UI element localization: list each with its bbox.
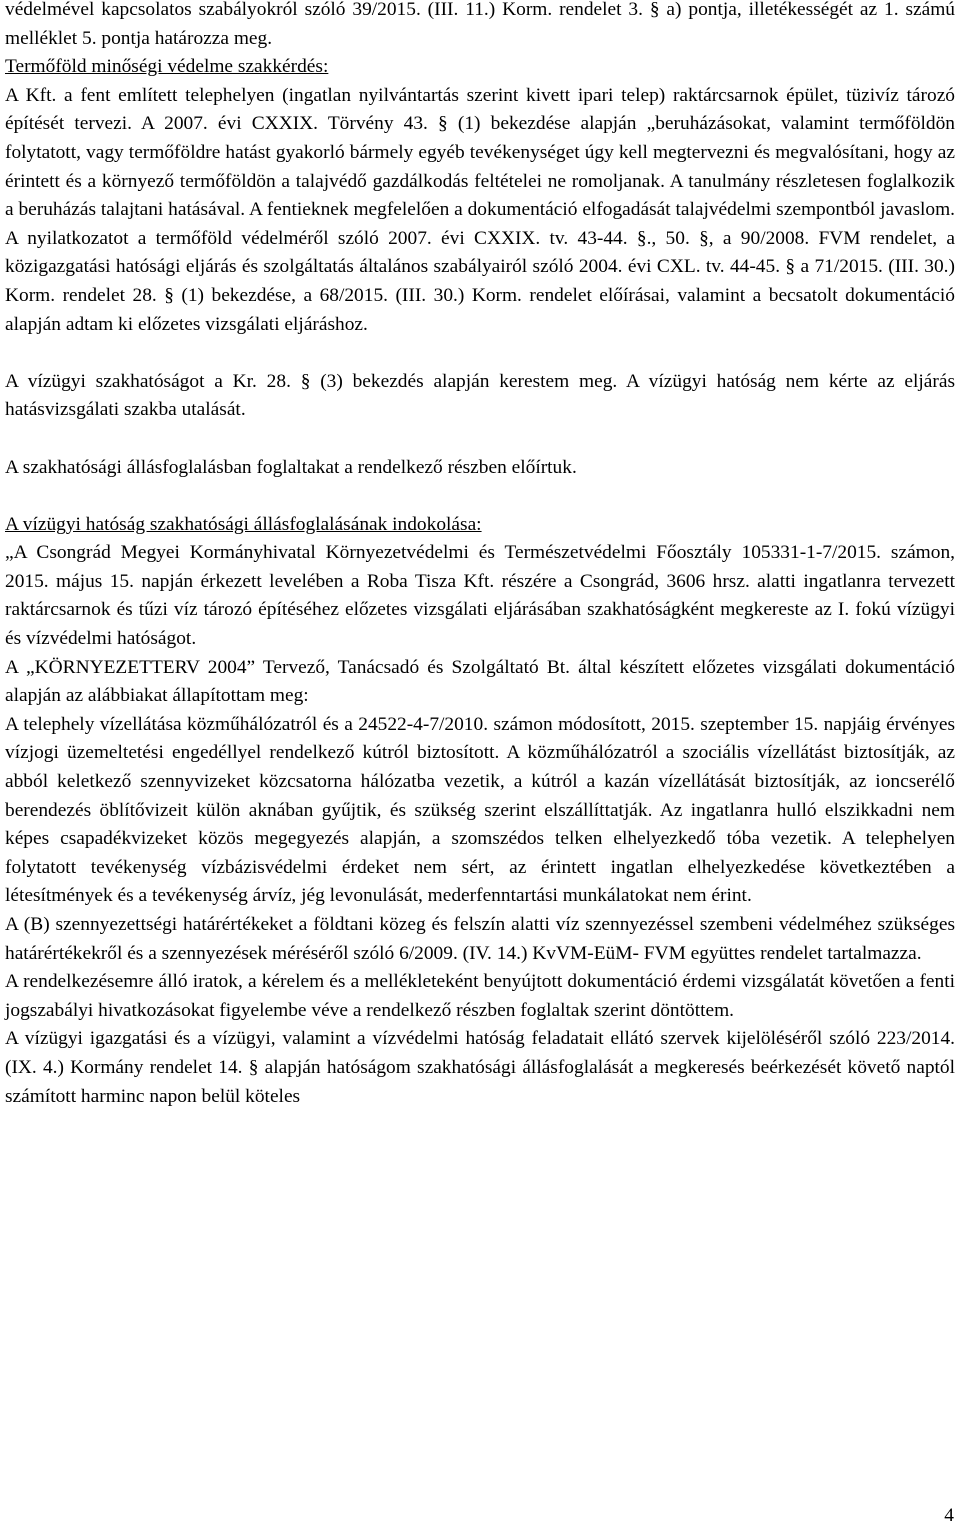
page-number: 4 [944,1505,954,1526]
blank-line [5,425,955,454]
paragraph-operative-part: A szakhatósági állásfoglalásban foglaltakat a rendelkező részben előírtuk. [5,456,577,478]
paragraph-water-supply: A telephely vízellátása közműhálózatról és a 24522-4-7/2010. számon módosított, 2015. szeptember 15. napjáig érvényes vízjogi üzemeltetési engedéllyel rendelkező kútról biztosított. A közműhálózatról a szociális vízellátást biztosítják, az abból keletkező szennyvizeket közcsatorna hálózatba vezetik, a kútról a kazán vízellátását biztosítják, az ioncserélő berendezés öblítővizeit külön aknában gyűjtik, és szükség szerint elszállíttatják. Az ingatlanra hulló elszikkadni nem képes csapadékvizeket közös megegyezés alapján, a szomszédos telken elhelyezkedő tóba vezetik. A telephelyen folytatott tevékenység vízbázisvédelmi érdeket nem sért, az érintett ingatlan elhelyezkedése következtében a létesítmények és a tevékenység árvíz, jég levonulását, mederfenntartási munkálatokat nem érint. [5,713,955,907]
paragraph-contamination-limits: A (B) szennyezettségi határértékeket a földtani közeg és felszín alatti víz szennyezéssel szembeni védelméhez szükséges határértékekről és a szennyezések méréséről szóló 6/2009. (IV. 14.) KvVM-EüM- FVM együttes rendelet tartalmazza. [5,914,955,964]
paragraph-water-authority-request: A vízügyi szakhatóságot a Kr. 28. § (3) bekezdés alapján kerestem meg. A vízügyi hatóság nem kérte az eljárás hatásvizsgálati szakba utalását. [5,370,955,421]
document-page [5,0,955,1111]
paragraph-decision: A rendelkezésemre álló iratok, a kérelem és a mellékleteként benyújtott dokumentáció érdemi vizsgálatát követően a fenti jogszabályi hivatkozásokat figyelembe véve a rendelkező részben foglaltak szerint döntöttem. [5,971,955,1021]
heading-water-justification: A vízügyi hatóság szakhatósági állásfoglalásának indokolása: [5,513,482,535]
paragraph-documentation: A „KÖRNYEZETTERV 2004” Tervező, Tanácsadó és Szolgáltató Bt. által készített előzetes vizsgálati dokumentáció alapján az alábbiakat állapítottam meg: [5,656,955,707]
paragraph-request-details: „A Csongrád Megyei Kormányhivatal Környezetvédelmi és Természetvédelmi Főosztály 105331-1-7/2015. számon, 2015. május 15. napján érkezett levelében a Roba Tisza Kft. részére a Csongrád, 3606 hrsz. alatti ingatlanra tervezett raktárcsarnok és tűzi víz tározó építéséhez előzetes vizsgálati eljárásában szakhatóságként megkereste az I. fokú vízügyi és vízvédelmi hatóságot. [5,542,955,650]
blank-line [5,339,955,368]
heading-soil-protection: Termőföld minőségi védelme szakkérdés: [5,56,329,78]
paragraph-soil-assessment: A Kft. a fent említett telephelyen (ingatlan nyilvántartás szerint kivett ipari telep) raktárcsarnok épület, tüzivíz tározó építését tervezi. A 2007. évi CXXIX. Törvény 43. § (1) bekezdése alapján „beruházásokat, valamint termőföldön folytatott, vagy termőföldre hatást gyakorló bármely egyéb tevékenységet úgy kell megtervezni és megvalósítani, hogy az érintett és a környező termőföldön a talajvédő gazdálkodás feltételei ne romoljanak. A tanulmány részletesen foglalkozik a beruházás talajtani hatásával. A fentieknek megfelelően a dokumentáció elfogadását talajvédelmi szempontból javaslom. A nyilatkozatot a termőföld védelméről szóló 2007. évi CXXIX. tv. 43-44. §., 50. §, a 90/2008. FVM rendelet, a közigazgatási hatósági eljárás és szolgáltatás általános szabályairól szóló 2004. évi CXL. tv. 44-45. § a 71/2015. (III. 30.) Korm. rendelet 28. § (1) bekezdése, a 68/2015. (III. 30.) Korm. rendelet előírásai, valamint a becsatolt dokumentáció alapján adtam ki előzetes vizsgálati eljáráshoz. [5,84,955,335]
blank-line [5,482,955,511]
paragraph-deadline: A vízügyi igazgatási és a vízügyi, valamint a vízvédelmi hatóság feladatait ellátó szervek kijelöléséről szóló 223/2014. (IX. 4.) Kormány rendelet 14. § alapján hatóságom szakhatósági állásfoglalását a megkeresés beérkezését követő naptól számított harminc napon belül köteles [5,1028,955,1107]
paragraph-legal-basis: védelmével kapcsolatos szabályokról szóló 39/2015. (III. 11.) Korm. rendelet 3. § a) pontja, illetékességét az 1. számú melléklet 5. pontja határozza meg. [5,0,955,49]
